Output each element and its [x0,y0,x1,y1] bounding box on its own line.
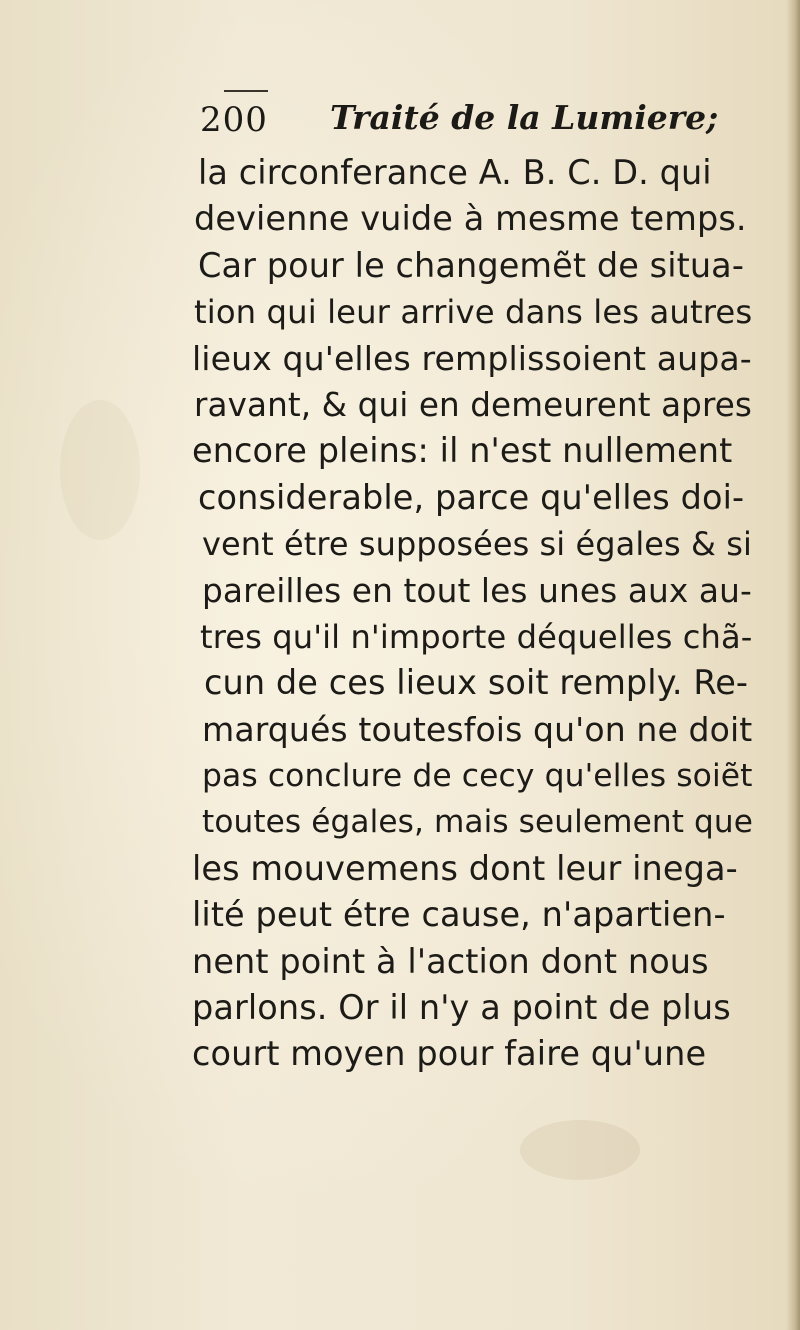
paper-stain [520,1120,640,1180]
text-line: considerable, parce qu'elles doi- [198,477,745,517]
text-line: pas conclure de cecy qu'elles soiẽt [202,758,753,795]
paper-stain [60,400,140,540]
running-title: Traité de la Lumiere; [330,98,719,137]
page-number: 200 [200,100,268,140]
text-line: ravant, & qui en demeurent apres [194,385,752,424]
text-line: pareilles en tout les unes aux au- [202,571,752,610]
page-edge-shadow [786,0,800,1330]
text-line: lité peut étre cause, n'apartien- [192,895,726,935]
text-line: toutes égales, mais seulement que [202,804,754,841]
text-line: nent point à l'action dont nous [192,941,709,981]
header-rule [224,90,268,92]
text-line: court moyen pour faire qu'une [192,1034,707,1074]
text-line: lieux qu'elles remplissoient aupa- [192,338,752,378]
text-line: devienne vuide à mesme temps. [194,199,747,239]
text-line: parlons. Or il n'y a point de plus [192,988,731,1028]
text-line: tres qu'il n'importe déquelles chã- [200,617,753,656]
text-line: Car pour le changemẽt de situa- [198,245,745,285]
text-line: les mouvemens dont leur inega- [192,848,738,888]
text-line: encore pleins: il n'est nullement [192,431,733,471]
page-header [200,96,720,146]
text-line: tion qui leur arrive dans les autres [194,293,753,332]
text-line: vent étre supposées si égales & si [202,525,753,564]
body-text [192,150,752,1078]
text-line: marqués toutesfois qu'on ne doit [202,709,753,749]
text-line: la circonferance A. B. C. D. qui [198,153,712,192]
text-line: cun de ces lieux soit remply. Re- [204,663,749,703]
